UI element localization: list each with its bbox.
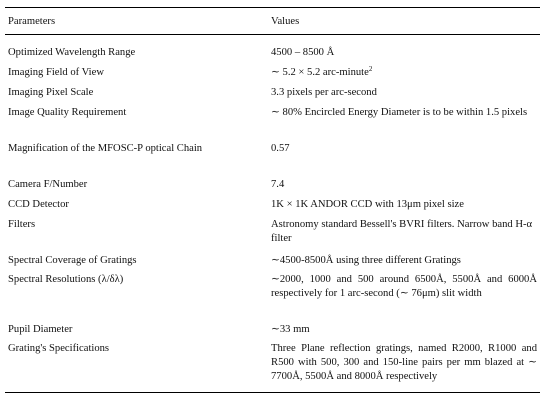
- row-value: ∼2000, 1000 and 500 around 6500Å, 5500Å and 6000Å respectively for 1 arc-second (∼ 76μm) slit width: [271, 274, 537, 300]
- row-value-text: ∼ 5.2 × 5.2 arc-minute: [271, 67, 369, 78]
- header-rule: [5, 34, 540, 35]
- row-parameter: CCD Detector: [8, 199, 69, 210]
- header-values: Values: [271, 16, 300, 27]
- row-value: 1K × 1K ANDOR CCD with 13μm pixel size: [271, 199, 464, 210]
- row-value: 0.57: [271, 143, 290, 154]
- row-parameter: Image Quality Requirement: [8, 107, 127, 118]
- row-parameter: Magnification of the MFOSC-P optical Chain: [8, 143, 203, 154]
- row-value: ∼33 mm: [271, 324, 310, 335]
- row-parameter: Imaging Field of View: [8, 67, 104, 78]
- superscript: 2: [368, 65, 373, 73]
- row-value: [271, 66, 537, 80]
- row-value: 3.3 pixels per arc-second: [271, 87, 377, 98]
- row-parameter: Spectral Coverage of Gratings: [8, 255, 137, 266]
- row-value: Astronomy standard Bessell's BVRI filters. Narrow band H-α filter: [271, 219, 533, 245]
- row-value: 4500 – 8500 Å: [271, 47, 335, 58]
- row-value: ∼4500-8500Å using three different Gratings: [271, 255, 461, 266]
- row-parameter: Spectral Resolutions (λ/δλ): [8, 274, 124, 285]
- row-value: 7.4: [271, 179, 285, 190]
- bottom-rule: [5, 392, 540, 393]
- row-parameter: Camera F/Number: [8, 179, 88, 190]
- row-parameter: Optimized Wavelength Range: [8, 47, 136, 58]
- header-parameters: Parameters: [8, 16, 56, 27]
- row-parameter: Imaging Pixel Scale: [8, 87, 94, 98]
- row-parameter: Filters: [8, 219, 36, 230]
- row-value: Three Plane reflection gratings, named R2000, R1000 and R500 with 500, 300 and 150-line pairs per mm blazed at ∼ 7700Å, 5500Å and 8000Å respectively: [271, 343, 537, 383]
- top-rule: [5, 7, 540, 8]
- row-parameter: Pupil Diameter: [8, 324, 73, 335]
- row-value: ∼ 80% Encircled Energy Diameter is to be within 1.5 pixels: [271, 107, 528, 118]
- row-parameter: Grating's Specifications: [8, 343, 110, 354]
